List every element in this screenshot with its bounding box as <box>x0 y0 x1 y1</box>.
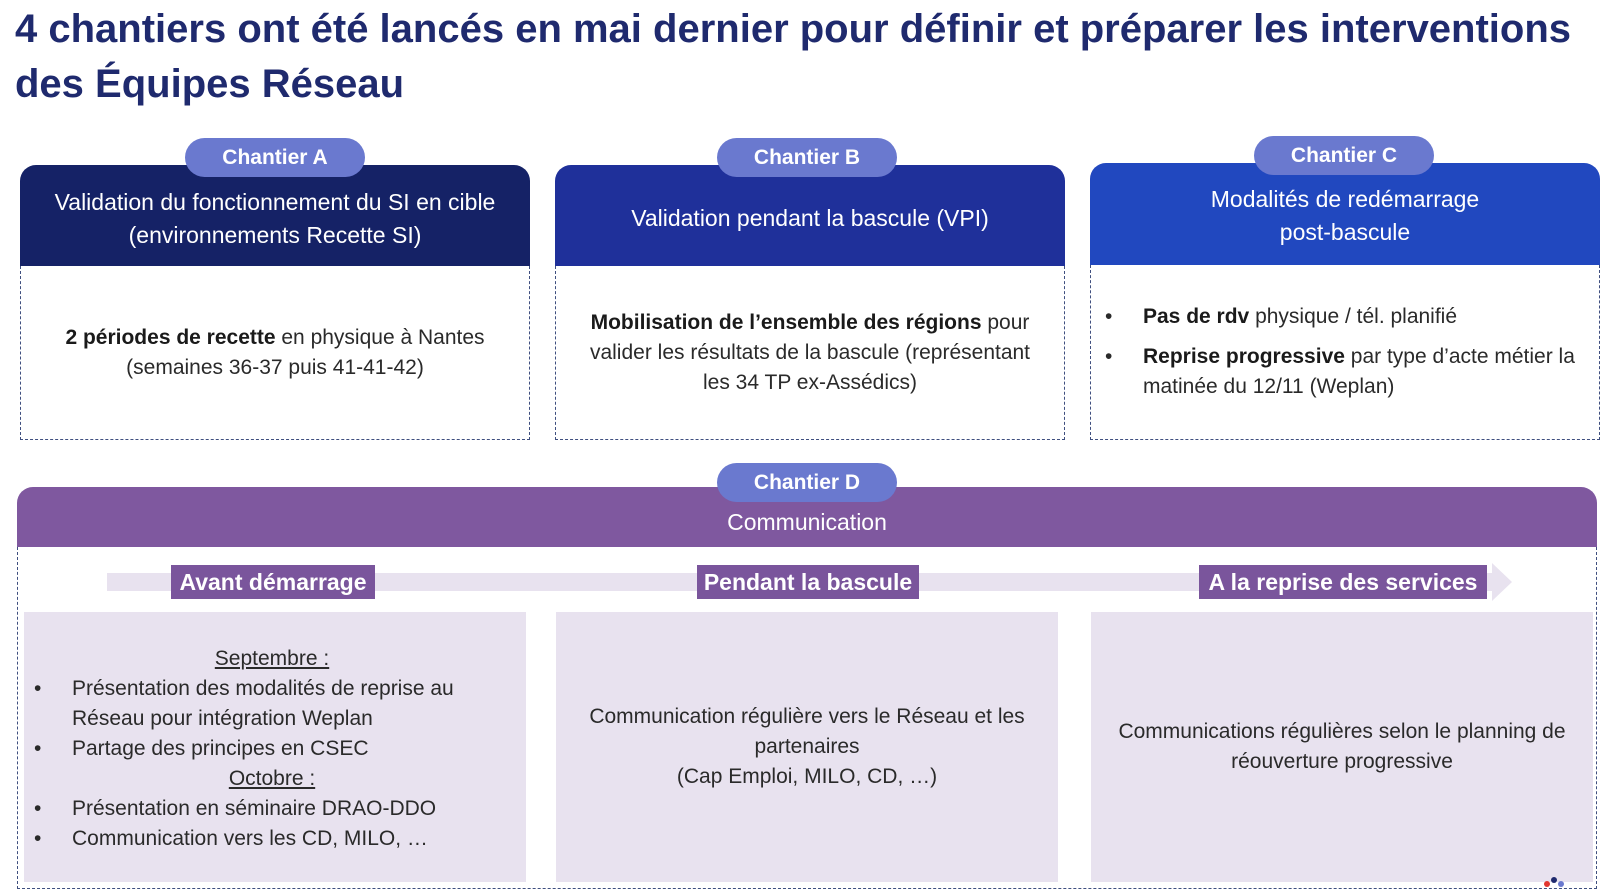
chantier-a-body <box>20 266 530 440</box>
list-item: • Communication vers les CD, MILO, … <box>34 824 510 854</box>
phase-text: Communications régulières selon le planning de réouverture progressive <box>1118 720 1566 773</box>
chantier-c-card <box>1090 163 1600 440</box>
list-item: • Présentation en séminaire DRAO-DDO <box>34 794 510 824</box>
chantier-c-list <box>1105 302 1585 402</box>
list-item-bold: Reprise progressive <box>1143 345 1345 368</box>
chantier-a-header: Validation du fonctionnement du SI en cible (environnements Recette SI) <box>20 165 530 266</box>
list-item <box>1105 342 1585 402</box>
chantier-b-card <box>555 165 1065 440</box>
list-item-bold: Pas de rdv <box>1143 305 1250 328</box>
phase-box-avant-demarrage <box>24 612 526 882</box>
chantier-c-header-line1: Modalités de redémarrage <box>1210 186 1480 212</box>
company-logo-icon <box>1541 875 1601 889</box>
page-title: 4 chantiers ont été lancés en mai dernier pour définir et préparer les interventions des Équipes Réseau <box>15 7 1572 106</box>
chantier-b-header-text: Validation pendant la bascule (VPI) <box>631 205 989 231</box>
chantier-d-pill: Chantier D <box>717 463 897 502</box>
phase-label-avant-demarrage: Avant démarrage <box>171 565 375 599</box>
list-item: • Présentation des modalités de reprise au Réseau pour intégration Weplan <box>34 674 510 734</box>
chantier-c-pill: Chantier C <box>1254 136 1434 175</box>
chantier-a-body-bold: 2 périodes de recette <box>65 325 276 349</box>
chantier-d-header: Communication <box>17 487 1597 547</box>
month-october: Octobre : <box>228 767 316 790</box>
chantier-a-body-line2: (semaines 36-37 puis 41-41-42) <box>126 355 424 379</box>
october-list <box>34 794 510 854</box>
phase-box-reprise-services <box>1091 612 1593 882</box>
month-september: Septembre : <box>214 647 330 670</box>
list-item <box>1105 302 1585 332</box>
phase-box-pendant-bascule <box>556 612 1058 882</box>
list-item-text: par type d’acte métier la matinée du 12/11 (Weplan) <box>1143 345 1575 398</box>
chantier-a-pill: Chantier A <box>185 138 365 177</box>
chantier-c-header <box>1090 163 1600 265</box>
chantier-b-pill: Chantier B <box>717 138 897 177</box>
chantier-a-card <box>20 165 530 440</box>
chantier-a-body-rest: en physique à Nantes <box>275 325 485 349</box>
list-item: • Partage des principes en CSEC <box>34 734 510 764</box>
phase-text-line1: Communication régulière vers le Réseau et les partenaires <box>589 705 1025 758</box>
september-list <box>34 674 510 764</box>
phase-label-reprise-services: A la reprise des services <box>1199 565 1487 599</box>
chantier-c-header-line2: post-bascule <box>1279 219 1411 245</box>
chantier-c-body <box>1090 265 1600 440</box>
phase-label-pendant-bascule: Pendant la bascule <box>697 565 919 599</box>
phase-text-line2: (Cap Emploi, MILO, CD, …) <box>676 765 938 788</box>
list-item-text: physique / tél. planifié <box>1249 305 1458 328</box>
chantier-b-header <box>555 165 1065 266</box>
chantier-b-body-bold: Mobilisation de l’ensemble des régions <box>590 310 982 334</box>
chantier-b-body-rest: pour valider les résultats de la bascule (représentant les 34 TP ex-Assédics) <box>589 310 1031 394</box>
chantier-b-body <box>555 266 1065 440</box>
